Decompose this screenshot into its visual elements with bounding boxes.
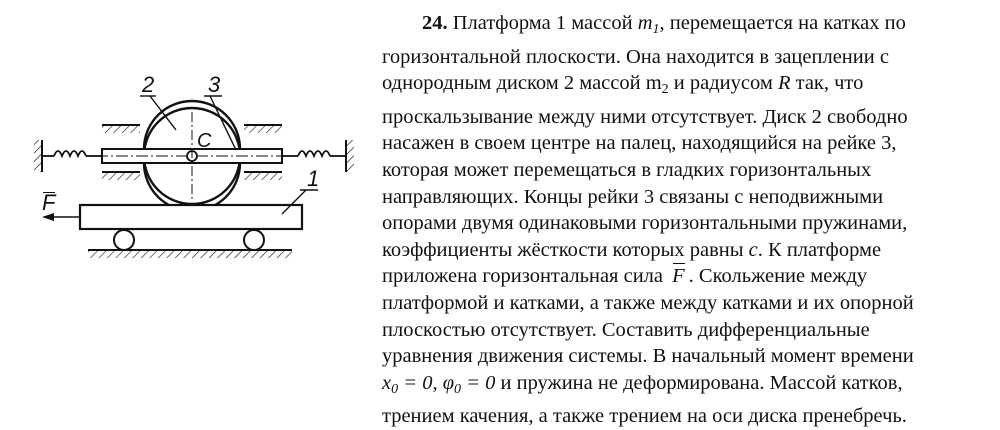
roller-right bbox=[244, 230, 264, 250]
problem-number: 24. bbox=[422, 12, 448, 34]
label-force-f: F bbox=[42, 190, 56, 215]
text-line-12: плоскостью отсутствует. Составить дифференциальные bbox=[382, 318, 870, 341]
phi0-symbol: φ bbox=[442, 371, 455, 394]
right-wall bbox=[346, 140, 354, 172]
text-line-5: насажен в своем центре на палец, находящийся на рейке 3, bbox=[382, 132, 897, 155]
force-f-symbol: F bbox=[672, 263, 685, 290]
text-l9a: коэффициенты жёсткости которых равны bbox=[382, 238, 749, 261]
text-l14-tail: и пружина не деформирована. Массой катков, bbox=[495, 371, 903, 394]
text-line-9 bbox=[382, 237, 994, 264]
text-line-7: направляющих. Концы рейки 3 связаны с неподвижными bbox=[382, 185, 884, 208]
platform-1 bbox=[80, 205, 302, 229]
roller-left bbox=[114, 230, 134, 250]
mass-m2-sub: 2 bbox=[661, 82, 669, 98]
text-l1: Платформа 1 массой bbox=[447, 12, 638, 34]
text-l9b: . К платформе bbox=[757, 238, 882, 261]
label-disk-2: 2 bbox=[142, 72, 155, 97]
x0-sub: 0 bbox=[391, 381, 399, 397]
mass-m1: m bbox=[637, 12, 653, 34]
text-line-1 bbox=[382, 10, 994, 44]
text-line-6: которая может перемещаться в гладких горизонтальных bbox=[382, 158, 872, 181]
mechanism-figure bbox=[0, 0, 380, 427]
right-spring bbox=[282, 151, 346, 156]
text-l3b: и радиусом bbox=[668, 72, 778, 95]
phi0-sub: 0 bbox=[454, 381, 462, 397]
text-l1-tail: , перемещается на катках по bbox=[659, 12, 906, 34]
label-rack-3: 3 bbox=[208, 72, 221, 97]
left-spring bbox=[42, 151, 102, 156]
text-line-11: платформой и катками, а также между катками и их опорной bbox=[382, 291, 914, 314]
x0-symbol: x bbox=[382, 371, 392, 394]
radius-r: R bbox=[777, 72, 791, 95]
phi0-eq: = 0 bbox=[461, 371, 496, 394]
text-line-3 bbox=[382, 70, 994, 104]
left-wall bbox=[34, 140, 42, 172]
text-line-8: опорами двумя одинаковыми горизонтальными пружинами, bbox=[382, 212, 908, 235]
text-line-15: трением качения, а также трением на оси диска пренебречь. bbox=[382, 405, 907, 428]
x0-eq: = 0, bbox=[398, 371, 443, 394]
text-line-10 bbox=[382, 263, 994, 290]
text-line-4: проскальзывание между ними отсутствует. Диск 2 свободно bbox=[382, 105, 908, 128]
text-l3c: так, что bbox=[790, 72, 864, 95]
mechanism-drawing bbox=[0, 0, 380, 427]
text-line-2: горизонтальной плоскости. Она находится в зацеплении с bbox=[382, 45, 889, 68]
label-center-c: C bbox=[197, 130, 212, 152]
text-l3a: однородным диском 2 массой m bbox=[382, 72, 662, 95]
text-line-14 bbox=[382, 370, 994, 404]
text-line-13: уравнения движения системы. В начальный момент времени bbox=[382, 345, 914, 368]
problem-text bbox=[382, 10, 994, 430]
text-l10a: приложена горизонтальная сила bbox=[382, 265, 669, 288]
label-platform-1: 1 bbox=[307, 166, 320, 191]
stiffness-c: c bbox=[748, 238, 758, 261]
mass-m1-sub: 1 bbox=[652, 22, 660, 37]
text-l10b: . Скольжение между bbox=[688, 265, 868, 288]
ground bbox=[88, 250, 292, 258]
